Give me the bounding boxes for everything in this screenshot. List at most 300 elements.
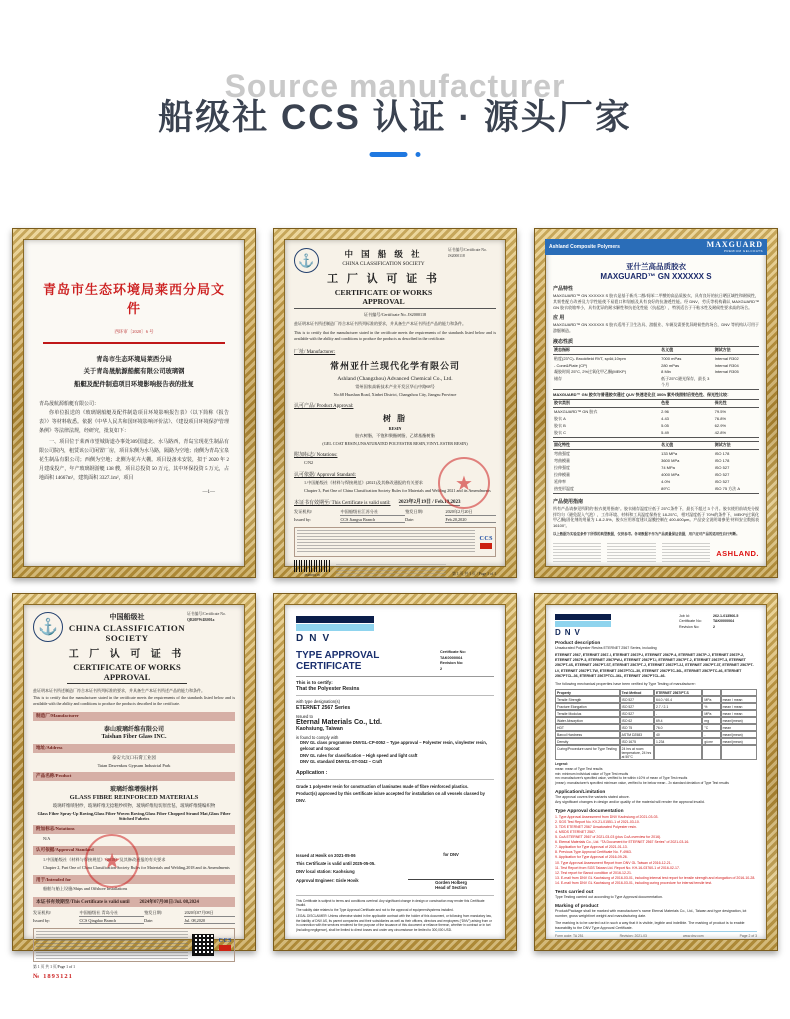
table-cell: 拉伸强度: [554, 465, 570, 471]
cert6-footer-url: www.dnv.com: [682, 934, 704, 938]
table-cell: ASTM D2583: [620, 731, 654, 738]
title-underline: [370, 152, 421, 157]
dnv-logo-text: DNV: [296, 633, 336, 644]
table-row: [553, 472, 759, 479]
cert2-title-en: CERTIFICATE OF WORKS APPROVAL: [334, 288, 433, 306]
table-cell: 延伸率: [554, 479, 566, 485]
certificates-grid: [0, 228, 790, 980]
ccs-logo: [479, 536, 493, 549]
cert5-certify-value: That the Polyester Resins: [296, 685, 360, 692]
table-cell: ETERNET 2567/PT-S: [654, 689, 702, 696]
cert6-marking-2: The marking is to be carried out in such a way that it is visible, legible and indelible. The marking of product is to enable traceability to the DNV Type Approval Certificate.: [555, 920, 745, 930]
table-cell: 胶衣类别: [554, 400, 570, 406]
cert5-type-label: with type designation(s): [296, 698, 340, 704]
cert5-application-label: Application :: [296, 769, 328, 776]
cert2-issued-by-label: 发证机构/: [294, 509, 312, 515]
cert6-section-documentation: Type Approval documentation: [555, 808, 624, 814]
certificate-ccs-taishan: [23, 604, 245, 980]
table-cell: [702, 745, 720, 760]
cured-table-head: [553, 441, 759, 450]
divider: [296, 779, 494, 780]
cert5-issue-block: [296, 852, 408, 890]
underline-dot: [416, 152, 421, 157]
table-row: [555, 717, 757, 724]
page-title: 船级社 CCS 认证 · 源头厂家: [158, 98, 632, 137]
divider: [296, 895, 494, 896]
cert5-meta-line: Revision No:: [440, 661, 464, 666]
table-row: [555, 710, 757, 717]
table-cell: g/cm³: [702, 738, 720, 745]
table-cell: 4.0%: [661, 479, 671, 485]
table-cell: 1.234: [654, 738, 702, 745]
barcode-block: [294, 560, 330, 577]
cert6-section-product-description: Product description: [555, 641, 601, 646]
cert6-footer-formcode: Form code: TA 251: [555, 934, 584, 938]
table-cell: 凝胶时间 25°C, 2%过氧化甲乙酮(MEKP): [554, 369, 627, 375]
cert2-issued-by-cn: 中国船级社江苏分社: [340, 509, 405, 516]
cert2-org-en: CHINA CLASSIFICATION SOCIETY: [342, 261, 425, 267]
datasheet-maxguard: [545, 239, 767, 567]
cert6-resin-list: ETERNET 2567, ETERNET 2567-I, ETERNET 2567P-I, ETERNET 2567P-4, ETERNET 2567P-J, ETERNET 2567P-2, ETERNET 2567P-3, ETERNET 2567PW-I, ETERNET 2567PT-I, ETERNET 2567PT-2, ETERNET 2567PT-3, ETERNET 2567PT-4S, ETERNET 2567PT-ST, ETERNET 2567PT-J, ETERNET 2567PT-2J, ETERNET 2567PT-3T, ETERNET 2567PT-LV, ETERNET 2567PT-TW, ETERNET 2567PTCL-30, ETERNET 2567PTC-36L, ETERNET 2567PTC-46, ETERNET 2567PTCL-36, ETERNET 2567PTCL-36L, ETERNET 2567PTCL-46.: [555, 653, 754, 678]
cert6-doc-item: 10. Type Approval Assessment Report from DNV GL Taiwan of 2016-12-21.: [555, 860, 672, 865]
barcode: [294, 560, 330, 572]
divider: [294, 308, 496, 309]
qr-code: [192, 934, 214, 956]
cert4-intended-value: 船舶与船上设施/Ships and Offshore Installations: [43, 886, 128, 892]
cert6-legend: [555, 762, 757, 786]
cert2-address-en: No.68 Huashan Road, Xinbei District, Changzhou City, Jiangsu Province: [333, 391, 457, 397]
cert2-valid-value: 2023年2月19日 / Feb.19,2023: [398, 500, 461, 506]
footer-contact-lines: [662, 543, 710, 563]
cert2-header: [294, 248, 496, 306]
ccs-logo-red-block: [480, 543, 492, 549]
cert3-body: [545, 255, 767, 567]
cert5-meta-line: 2: [440, 667, 443, 672]
cert4-standard-cn: 1.中国船级社《材料与焊接规范》（2018）及其修改通报的有关要求: [43, 856, 166, 862]
cert4-product-sub-cn: 玻璃纤维喷射纱，玻璃纤维无捻粗纱织物，玻璃纤维短切原丝毡，玻璃纤维缝编织物: [52, 802, 216, 808]
table-row: [555, 703, 757, 710]
cert6-documentation-list: [555, 815, 757, 886]
ccs-logo-text: CCS: [479, 535, 493, 542]
table-cell: 胶衣 C: [554, 430, 566, 436]
cert4-valid-value: 2024年07月08日/Jul. 08,2024: [139, 900, 199, 906]
certificate-frame-maxguard: [534, 228, 778, 578]
table-cell: 5.05: [661, 423, 669, 429]
cert6-doc-item: 9. Application for Type Approval of 2016-09-26.: [555, 855, 628, 860]
certificate-ccs-ashland: [284, 239, 506, 578]
cert2-issued-by-en: CCS Jiangsu Branch: [340, 517, 405, 523]
cert6-application-2: Any significant changes in design and/or quality of the material will render the approval invalid.: [555, 799, 705, 804]
cert4-corner-label: 证书编号/Certificate No.: [187, 612, 226, 616]
table-row: [553, 347, 759, 354]
cert5-approval-engineer: Approval Engineer: Gisle Hovik: [296, 877, 359, 883]
cert5-application-line: Grade 1 polyester resin for construction of laminates made of fibre reinforced plastics.: [296, 783, 469, 789]
table-cell: 4000 MPa: [661, 472, 680, 478]
table-cell: 24 hrs at room temperature, 24 hrs at 50°C: [620, 745, 654, 760]
cert2-issued-by-label2: Issued by:: [294, 517, 312, 523]
cert6-section-marking: Marking of product: [555, 903, 599, 909]
table-row: [553, 416, 759, 423]
cert3-title-cn: 亚什兰高品质胶衣: [626, 262, 686, 271]
cert6-doc-item: 3. TDS ETERNET 2567 Unsaturated Polyester resin.: [555, 825, 637, 830]
cert2-title-cn: 工 厂 认 可 证 书: [327, 273, 440, 285]
cert6-meta-key: Revision No:: [679, 624, 700, 629]
table-row: [553, 479, 759, 486]
cert4-address-en: Taian Dawenkou Gypsum Industrial Park: [97, 762, 171, 768]
table-row: [555, 738, 757, 745]
cert6-tests-line: Type Testing carried out according to Type Approval documentation.: [555, 894, 663, 899]
cert2-manufacturer-label: 厂址/ Manufacturer:: [294, 349, 336, 355]
cert3-section2-title: 应 用: [553, 315, 565, 322]
cert6-meta: [679, 614, 757, 637]
table-cell: 胶衣 A: [554, 416, 566, 422]
table-cell: HDT: [555, 724, 620, 731]
cert2-standard-label: 认可依据/ Approval Standard:: [294, 472, 356, 478]
table-cell: 拉伸模量: [554, 472, 570, 478]
cert2-date-en: Feb.20,2020: [445, 517, 496, 523]
table-cell: 2.96: [661, 409, 669, 415]
table-cell: Tensile Modulus: [555, 710, 620, 717]
cert5-comply-label: is found to comply with: [296, 734, 339, 740]
cert5-issued-to-location: Kaohsiung, Taiwan: [296, 725, 343, 732]
table-row: [553, 369, 759, 376]
cert5-type-value: ETERNET 2567 Series: [296, 704, 351, 711]
table-cell: 74 MPa: [661, 465, 675, 471]
fine-print-lines: [297, 530, 475, 554]
cert6-footer-revision: Revision: 2021-03: [619, 934, 647, 938]
table-cell: 胶衣 B: [554, 423, 566, 429]
barcode-number: JS2000118: [304, 573, 320, 578]
cert2-statement-en: This is to certify that the manufacturer stated in the certificate meets the requirements of the standards listed below and is available with the ability and conditions to produce the products as described in the certificate.: [294, 330, 496, 342]
table-cell: 62.9%: [714, 423, 726, 429]
table-cell: mean / mean: [721, 710, 757, 717]
cert3-title-en: MAXGUARD™ GN XXXXXX S: [600, 272, 712, 281]
cert2-header-center: [319, 248, 448, 306]
cert2-notations-value: C/N2: [304, 459, 314, 465]
cert4-issued-by-en: CCS Qingdao Branch: [79, 918, 144, 924]
dnv-logo-light-bar: [555, 621, 611, 627]
cert3-section1-body: MAXGUARD™ GN XXXXXX S 胶衣是基于新戊二醇/间苯二甲酸的高品质胶衣，具有良好的抗日晒区域性和耐候性，其韧性配方改善及力学性能使不易裂口和划痕及具有良好的抗渗透性能。经 DNV、劳氏等机构确认 MAXGUARD™ GN 胶衣收缩率小，具有优异的耐水解性和抗老化性能（抗起泡），特别适合于干粘水性及耐候性要求高的场合。: [553, 293, 759, 310]
cert6-doc-item: 8. Previous Type Approval Certificate No. F-4963.: [555, 850, 632, 855]
table-cell: Density: [555, 738, 620, 745]
cert4-header: [33, 612, 235, 685]
dnv-logo: [555, 614, 611, 637]
cert1-subject: [39, 354, 229, 391]
dnv-logo-dark-bar: [555, 614, 611, 620]
table-cell: °C: [702, 724, 720, 731]
cert2-product-label: 认可产品/ Product Approval:: [294, 403, 354, 409]
table-cell: ISO 527: [620, 710, 654, 717]
divider: [296, 695, 494, 696]
table-cell: mean / mean: [721, 703, 757, 710]
cert4-manufacturer-en: Taishan Fiber Glass INC.: [101, 733, 167, 740]
table-cell: ISO 527: [620, 696, 654, 703]
cert3-section4-title: 产品使用指南: [553, 498, 584, 505]
quv-table-head: [553, 399, 759, 408]
cert3-footer: [553, 541, 759, 563]
cert4-valid-bar: [33, 897, 235, 907]
table-cell: mean/(mean): [721, 731, 757, 738]
cert4-notations-value: N/A: [43, 835, 51, 841]
cert2-statement-cn: 兹证明本证书所述制造厂符合本证书所列标准的要求，并具备生产本证书所述产品的能力和条件。: [294, 321, 466, 326]
cert2-standard-en: Chapter 3, Part One of China Classification Society Rules for Materials and Welding 2021 and its Amendments: [304, 488, 491, 494]
table-cell: 2.7 / 2.1: [654, 703, 702, 710]
cert1-subject-line: 关于青岛晟航源船艇有限公司玻璃钢: [83, 368, 185, 376]
cert4-header-center: [67, 612, 187, 685]
mechanical-table-rows: [555, 696, 757, 760]
footer-contact-lines: [553, 543, 601, 563]
cert4-corner-value: QB20PW4B001a: [187, 617, 215, 622]
cert2-product-cn: 树 脂: [383, 413, 407, 423]
table-row: [553, 458, 759, 465]
cert2-manufacturer-en: Ashland (Changzhou) Advanced Chemical Co., Ltd.: [337, 375, 453, 382]
cert2-valid-label: 本证书有效期至/ This Certificate is valid until:: [294, 501, 391, 507]
cert4-standard-en: Chapter 2, Part One of China Classification Society Rules for Materials and Welding,2018 and its Amendments: [43, 865, 230, 871]
table-row: [555, 731, 757, 738]
table-cell: [702, 689, 720, 696]
cert3-footnote: 以上数据为实验室条件下所得的典型数据，仅供参考。各项数据不作为产品质量保证依据，用户应对产品的适用性自行判断。: [553, 531, 740, 536]
table-cell: mean / mean: [721, 696, 757, 703]
cert4-product-en: GLASS FIBRE REINFORCED MATERIALS: [69, 793, 199, 801]
divider: [296, 676, 494, 677]
table-cell: ISO 527: [714, 465, 730, 471]
cert6-doc-item: 11. Test Report from SGS Taiwan Ltd. Report No. KH-16-03760-1 of 2016-02-17.: [555, 865, 680, 870]
cert3-quv-line: MAXGUARD™ GN 胶衣与普通胶衣通过 QUV 快速老化仪 300h 紫外线照射后变色性、保光性比较：: [553, 391, 732, 397]
table-cell: 低于25°C避光保存，最长 3 个月: [661, 376, 710, 388]
cert2-product-sub-cn: 胶衣树脂，不饱和聚酯树脂，乙烯基酯树脂: [355, 432, 435, 438]
cert6-doc-item: 2. SGS Test Report No. KV-21-01551-1 of 2021-03-10.: [555, 820, 640, 825]
ccs-logo-text: CCS: [218, 938, 232, 945]
cert6-header: [555, 614, 757, 637]
table-cell: 热变形温度: [554, 486, 574, 492]
ccs-anchor-icon: ⚓: [294, 248, 319, 273]
hero-section: [0, 0, 790, 228]
table-row: [553, 400, 759, 407]
cert1-paragraph: 你单位报送的《玻璃钢船艇及配件制造项目环境影响报告表》（以下简称《报告表》）等材料收悉。依据《中华人民共和国环境影响评价法》、《建设项目环境保护管理条例》等法律法规，经研究，批复如下：: [39, 410, 229, 434]
table-cell: Property: [555, 689, 620, 696]
table-cell: 64.0 / 60.4: [654, 696, 702, 703]
table-cell: Test Method: [620, 689, 654, 696]
cert5-for-dnv: for DNV: [443, 851, 459, 857]
cert4-title-cn: 工 厂 认 可 证 书: [68, 649, 186, 660]
table-row: [553, 409, 759, 416]
cert2-standard-cn: 1.中国船级社《材料与焊接规范》(2021)及其修改通报的有关要求: [304, 479, 423, 485]
cert6-meta-value: 262.1-013566-5: [713, 614, 739, 618]
cert1-subject-line: 船艇及配件制造项目环境影响报告表的批复: [74, 380, 194, 388]
cert4-date-en: Jul. 08,2020: [184, 918, 235, 924]
cert2-corner-label: 证书编号/Certificate No.: [448, 248, 487, 252]
cured-table-rows: [553, 451, 759, 494]
cert1-title: 青岛市生态环境局莱西分局文件: [42, 282, 225, 316]
cert2-manufacturer-cn: 常州亚什兰现代化学有限公司: [329, 360, 460, 371]
table-row: [553, 423, 759, 430]
cert4-serial-number: № 1893121: [33, 972, 73, 980]
cert4-bar-manufacturer: 制造厂/Manufacturer: [33, 712, 235, 721]
certificate-frame-ccs-taishan: [12, 593, 256, 980]
table-cell: 保光性: [714, 400, 727, 406]
table-row: [553, 442, 759, 449]
table-cell: mean: [721, 724, 757, 731]
table-cell: 色差: [661, 400, 670, 406]
cert4-bar-product: 产品名称/Product: [33, 772, 235, 781]
fine-print-lines: [36, 931, 188, 959]
table-row: [553, 465, 759, 472]
cert6-doc-item: 6. Eternal Materials Co., Ltd. “TA Document for ETERNET 2567 Series” of 2021-03-16.: [555, 840, 690, 845]
cert6-legend-title: Legend:: [555, 762, 568, 767]
cert5-comply-items: [300, 740, 494, 766]
table-cell: mean/(mean): [721, 717, 757, 724]
cert4-bar-notations: 附加标志/Notations: [33, 825, 235, 834]
cert5-disclaimers: [296, 899, 494, 912]
cert6-meta-row: [679, 625, 757, 630]
certificate-frame-dnv-2: [534, 593, 778, 951]
table-cell: [721, 689, 757, 696]
certificate-dnv-type-approval: [284, 604, 506, 940]
cert2-date-label: 签发日期/: [405, 509, 423, 515]
cert1-body: [39, 407, 229, 483]
cert5-legal: LEGAL DISCLAIMER: Unless otherwise stated in the applicable contract with the holder of this document, or following from mandatory law, the liability of DNV AS, its parent companies and their subsidiaries as well as their officers, directors and employees (“DNV”) arising from or in connection with the services rendered for the purpose of the issuance of this document or reliance thereon, whether in contract or in tort (including negligence), shall be limited to direct losses and under any circumstance be limited to 300,000 USD.: [296, 914, 492, 932]
cert6-legend-item: (mean): manufacturer's specified minimum value, verified to be below mean - 2x standard deviation of Type Test results: [555, 781, 729, 786]
table-cell: 280 mPas: [661, 363, 680, 369]
cert6-verify-line: The following mechanical properties have been verified by Type Testing of manufacturer:: [555, 682, 696, 687]
cert1-salutation: 青岛晟航源船艇有限公司：: [39, 401, 100, 407]
certificate-frame-ccs-ashland: [273, 228, 517, 578]
cert2-date-cn: 2020年2月20日: [445, 509, 496, 516]
table-cell: ISO 527: [714, 479, 730, 485]
cert4-date-label2: Date:: [144, 917, 154, 923]
table-cell: 40: [654, 731, 702, 738]
table-cell: 名义值: [661, 442, 674, 448]
table-cell: ISO 527: [620, 703, 654, 710]
cert4-issued-by-label2: Issued by:: [33, 917, 51, 923]
table-cell: MPa: [702, 696, 720, 703]
cert4-valid-label: 本证书有效期至/This Certificate is valid until: [36, 900, 130, 906]
table-cell: 8 Min: [661, 369, 671, 375]
table-cell: Tensile Strength: [555, 696, 620, 703]
cert2-fine-print-box: [294, 527, 496, 557]
cert5-application-lines: [296, 783, 494, 804]
certificate-dnv-page2: [545, 604, 767, 940]
cert5-signoff: [296, 852, 494, 890]
table-cell: ISO 1675: [620, 738, 654, 745]
cert4-org-cn: 中国船级社: [109, 613, 145, 621]
cert3-section1-title: 产品特性: [553, 286, 574, 292]
cert5-comply-item: DNV GL class programme DNVGL-CP-0052 – Type approval – Polyester resin, vinylester resin, gelcoat and topcoat: [300, 739, 487, 752]
table-cell: Internal R304: [714, 363, 739, 369]
cert4-statement-en: This is to certify that the manufacturer stated in the certificate meets the requirements of the standards listed below and is available with the ability and conditions to produce the products described in the certificate.: [33, 695, 235, 707]
table-row: [555, 724, 757, 731]
cert6-marking-1: Product/Package shall be marked with manufacturer's name Eternal Materials Co., Ltd., Taiwan and type designation, lot number, gross weight/net weight and manufacturing date.: [555, 908, 747, 918]
cert6-doc-item: 1. Type Approval Assessment from DNV Kaohsiung of 2021-03-03.: [555, 814, 659, 819]
cert4-address-cn: 泰安大汶口石膏工业园: [112, 754, 156, 760]
footer-contact-lines: [607, 543, 655, 563]
table-cell: 固化特性: [554, 442, 570, 448]
underline-bar: [370, 152, 408, 157]
ccs-logo: [218, 938, 232, 951]
table-cell: %: [702, 703, 720, 710]
table-cell: 3600 MPa: [661, 458, 680, 464]
liquid-table-rows: [553, 356, 759, 390]
table-row: [555, 689, 757, 696]
cert6-footer: [555, 931, 757, 938]
dnv-logo-dark-bar: [296, 616, 374, 623]
liquid-table-head: [553, 346, 759, 355]
watermark-text: Source manufacturer: [224, 68, 566, 104]
cert5-title-row: [296, 650, 494, 673]
cert2-issue-grid: [294, 509, 496, 523]
cert6-section-tests: Tests carried out: [555, 889, 594, 895]
table-cell: Internal R305: [714, 369, 739, 375]
dnv-logo: [296, 616, 494, 644]
cert5-issued-at: Issued at Høvik on 2021-05-06: [296, 852, 356, 858]
cert5-application-line: Product(s) approved by this certificate is/are accepted for installation on all vessels classed by DNV.: [296, 790, 485, 804]
table-cell: 名义值: [661, 347, 674, 353]
table-row: [553, 430, 759, 437]
table-cell: 弯曲强度: [554, 451, 570, 457]
table-cell: mean/(mean): [721, 738, 757, 745]
cert6-legend-item: min: minimum individual value of Type Test results: [555, 771, 629, 776]
cert2-cert-no-line: 证书编号/Certificate No. JS2000118: [363, 312, 427, 317]
dnv-logo-text: DNV: [555, 628, 584, 637]
cert6-meta-value: 2: [713, 624, 715, 629]
cert4-product-cn: 玻璃纤维增强材料: [109, 786, 158, 793]
table-cell: 76.8%: [714, 416, 726, 422]
cert6-doc-item: 5. CoA ETERNET 2567 of 2021-03-03 (plus CoA overview for 2016).: [555, 835, 662, 840]
cert6-legend-item: mn: manufacturer's specified value, verified to be within ±10% of mean of Type Test results: [555, 776, 688, 781]
table-cell: 测试方法: [714, 442, 731, 448]
cert6-legend-items: [555, 767, 757, 786]
table-cell: [721, 745, 757, 760]
table-cell: MPa: [702, 710, 720, 717]
quv-table-rows: [553, 409, 759, 438]
table-cell: Water Absorption: [555, 717, 620, 724]
table-cell: 133 MPa: [661, 451, 678, 457]
cert5-signer-name: Gorden Holberg: [435, 879, 467, 885]
table-cell: [654, 745, 702, 760]
cert2-product-en: RESIN: [388, 425, 402, 431]
cert5-issued-to: Eternal Materials Co., Ltd.: [296, 718, 382, 726]
cert5-disclaimer-line: The validity date relates to the Type Approval Certificate and not to the approval of equipment/systems installed.: [296, 907, 454, 912]
cert4-issue-grid: [33, 910, 235, 924]
cert3-section2-body: MAXGUARD™ GN XXXXXX S 胶衣适用于卫生洁具、游艇业、车辆及需要优异耐候性的场合，DNV 等机构认可用于游艇制造。: [553, 322, 759, 334]
certificate-frame-dnv-1: [273, 593, 517, 951]
cert4-bar-intended: 用于/Intended for: [33, 875, 235, 884]
red-divider: [43, 342, 225, 344]
table-row: [553, 376, 759, 389]
table-cell: -: [702, 731, 720, 738]
table-cell: 7000 mPas: [661, 356, 682, 362]
table-cell: -: [654, 710, 702, 717]
cert6-section-application: Application/Limitation: [555, 789, 606, 795]
table-cell: 69.4: [654, 717, 702, 724]
table-cell: Fracture Elongation: [555, 703, 620, 710]
cert5-title: TYPE APPROVAL CERTIFICATE: [296, 650, 380, 672]
spacer: [296, 804, 494, 851]
footer-contact-lines: [336, 564, 446, 577]
cert4-fine-print-box: [33, 928, 235, 962]
cert3-header-right: [707, 241, 763, 253]
cert6-doc-item: 12. Test report for Barcol condition of 2016-12-21.: [555, 870, 632, 875]
table-cell: 79.5%: [714, 409, 726, 415]
cert4-title-en: CERTIFICATE OF WORKS APPROVAL: [67, 662, 187, 684]
cert4-issued-by-cn: 中国船级社 青岛分社: [79, 910, 144, 917]
cert2-product-sub-en: (GEL COAT RESIN,UNSATURATED POLYESTER RESIN,VINYL ESTER RESIN): [322, 440, 468, 446]
table-cell: 42.8%: [714, 430, 726, 436]
cert2-corner-value: JS2000118: [448, 253, 465, 258]
ccs-logo-red-block: [219, 945, 231, 951]
cert5-meta-line: Certificate No:: [440, 650, 466, 654]
cert2-org-cn: 中 国 船 级 社: [344, 249, 423, 259]
